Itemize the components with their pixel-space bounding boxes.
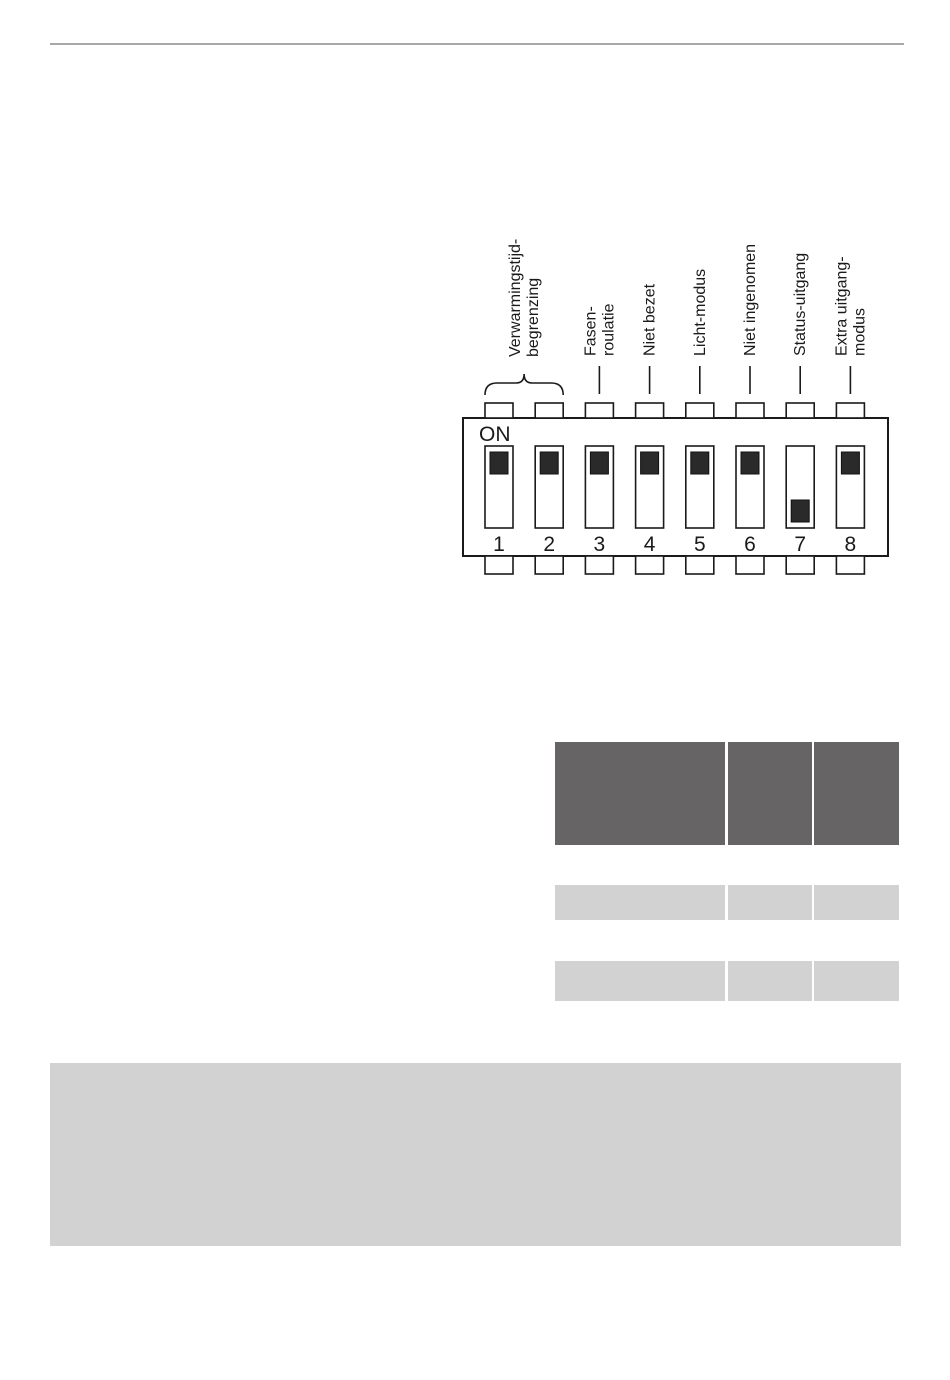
switch-pin-top (836, 403, 864, 418)
switch-number: 8 (844, 533, 857, 556)
switch-label-text: begrenzing (525, 277, 543, 357)
switch-label-text: Status-uitgang (792, 252, 810, 356)
switch-knob (540, 452, 558, 474)
table-cell (728, 923, 812, 959)
table-cell (814, 848, 899, 882)
switch-label-text: Niet bezet (641, 283, 659, 356)
switch-label-text: roulatie (600, 303, 618, 356)
switch-pin-bottom (736, 556, 764, 574)
switch-pin-top (736, 403, 764, 418)
switch-knob (641, 452, 659, 474)
switch-labels (485, 239, 868, 395)
note-box (50, 1063, 901, 1246)
switch-knob (490, 452, 508, 474)
dip-switch-body (463, 403, 888, 574)
table-cell (728, 885, 812, 920)
switch-label-text: Licht-modus (691, 268, 709, 356)
table-cell (555, 885, 725, 920)
switch-label-text: Niet ingenomen (742, 243, 759, 356)
switch-knob (791, 500, 809, 522)
table-header-cell (814, 742, 899, 845)
switch-number: 4 (643, 533, 656, 556)
switch-pin-top (535, 403, 563, 418)
switch-label-text: modus (851, 307, 869, 356)
switch-number: 3 (593, 533, 606, 556)
table-cell (814, 885, 899, 920)
table-cell (728, 961, 812, 1001)
switch-pin-bottom (686, 556, 714, 574)
switch-pin-top (585, 403, 613, 418)
table-header-cell (555, 742, 725, 845)
switch-pin-bottom (485, 556, 513, 574)
switch-pin-top (485, 403, 513, 418)
switch-knob (841, 452, 859, 474)
switch-pin-bottom (535, 556, 563, 574)
dip-housing (463, 418, 888, 556)
switch-number: 6 (744, 533, 756, 556)
table-cell (555, 848, 725, 882)
switch-number: 1 (493, 533, 505, 556)
table-cell (555, 923, 725, 959)
switch-knob (590, 452, 608, 474)
switch-pin-bottom (836, 556, 864, 574)
switch-pin-bottom (636, 556, 664, 574)
table-header-cell (728, 742, 812, 845)
switch-label-text: Extra uitgang- (833, 256, 851, 356)
table-cell (814, 961, 899, 1001)
table-cell (555, 961, 725, 1001)
switch-number: 5 (693, 533, 706, 556)
table-cell (728, 848, 812, 882)
switch-pin-bottom (585, 556, 613, 574)
switch-label-text: Fasen- (582, 306, 600, 356)
switch-number: 2 (543, 533, 556, 556)
switch-pin-top (686, 403, 714, 418)
label-brace (485, 374, 563, 395)
on-label: ON (479, 423, 511, 446)
switch-label-text: Verwarmingstijd- (507, 238, 525, 357)
switch-knob (691, 452, 709, 474)
table-cell (814, 923, 899, 959)
switch-number: 7 (794, 533, 807, 556)
switch-pin-top (786, 403, 814, 418)
switch-knob (741, 452, 759, 474)
switch-pin-bottom (786, 556, 814, 574)
switch-pin-top (636, 403, 664, 418)
